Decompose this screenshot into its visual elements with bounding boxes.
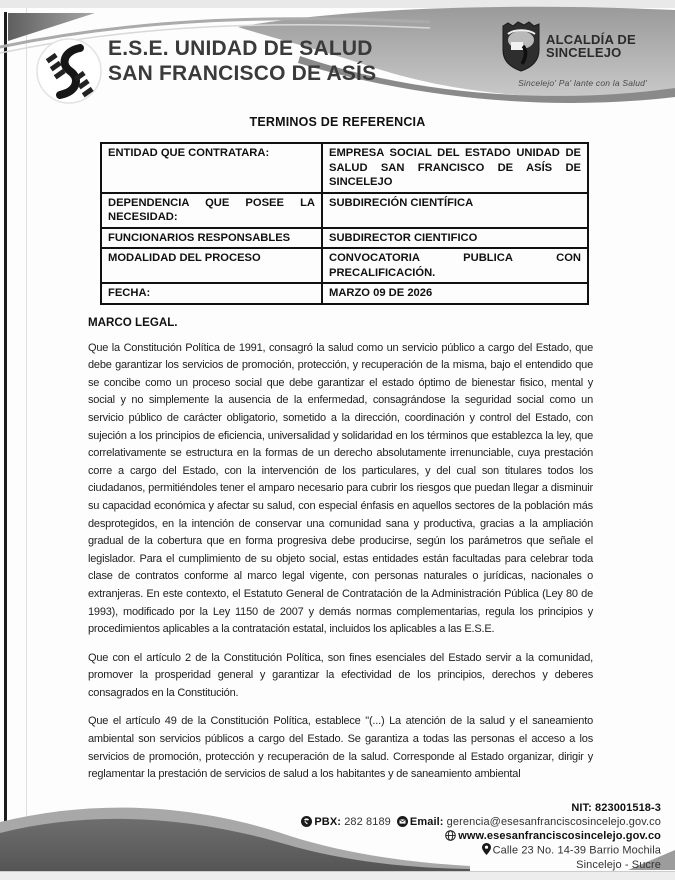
table-label: FECHA: (101, 283, 322, 304)
footer-contact-block (241, 801, 661, 872)
email-label: Email: (409, 816, 444, 828)
org-logo (36, 38, 102, 104)
table-row (101, 283, 588, 304)
footer-address-line (241, 843, 661, 858)
alcaldia-tagline: Sincelejo' Pa' lante con la Salud' (518, 78, 647, 88)
table-row (101, 193, 588, 228)
footer-nit: NIT: 823001518-3 (571, 802, 661, 814)
footer-website-line (241, 829, 661, 843)
table-row (101, 248, 588, 283)
table-value: CONVOCATORIA PUBLICA CON PRECALIFICACIÓN. (322, 248, 588, 283)
location-pin-icon (482, 843, 491, 855)
scan-edge-left-line (4, 12, 7, 880)
table-value: SUBDIRECTOR CIENTIFICO (322, 228, 588, 249)
alcaldia-shield-icon (500, 20, 542, 72)
email-value: gerencia@esesanfranciscosincelejo.gov.co (443, 816, 661, 828)
table-value: SUBDIRECIÓN CIENTÍFICA (322, 193, 588, 228)
table-value: EMPRESA SOCIAL DEL ESTADO UNIDAD DE SALUD SAN FRANCISCO DE ASÍS DE SINCELEJO (322, 143, 588, 193)
globe-icon (445, 830, 456, 841)
footer-city-line: Sincelejo - Sucre (576, 858, 661, 871)
table-row (101, 228, 588, 249)
body-paragraph: Que el artículo 49 de la Constitución Política, establece "(...) La atención de la salud y el saneamiento ambiental son servicios públicos a cargo del Estado. Se garantiza a todas las personas el acceso a los servicios de promoción, protección y recuperación de la salud. Corresponde al Estado organizar, dirigir y reglamentar la prestación de servicios de salud a los habitantes y de saneamiento ambiental (88, 715, 593, 781)
section-heading: MARCO LEGAL. (88, 316, 178, 329)
address-value: Calle 23 No. 14-39 Barrio Mochila (492, 844, 661, 857)
org-name-line2: SAN FRANCISCO DE ASÍS (108, 62, 377, 85)
alcaldia-badge-line2: SINCELEJO (546, 45, 622, 60)
pbx-value: 282 8189 (341, 816, 391, 828)
terms-table (100, 142, 589, 305)
alcaldia-badge-text (546, 33, 636, 60)
org-name (108, 36, 488, 86)
document-title: TERMINOS DE REFERENCIA (249, 115, 426, 129)
org-logo-icon (36, 38, 102, 104)
table-row (101, 143, 588, 193)
phone-icon (301, 816, 312, 827)
body-paragraph: Que la Constitución Política de 1991, consagró la salud como un servicio público a cargo del Estado, que debe garantizar los servicios de promoción, protección, y recuperación de la misma, bajo el entendido que se concibe como un proceso social que debe garantizar el estado óptimo de bienestar fisico, mental y social y no simplemente la ausencia de la enfermedad, consagrándose la seguridad social como un servicio público de carácter obligatorio, sometido a la dirección, coordinación y control del Estado, con sujeción a los principios de eficiencia, universalidad y solidaridad en los términos que establezca la ley, que correlativamente se estructura en la formas de un derecho absolutamente irrenunciable, cuya prestación corre a cargo del Estado, con la intervención de los particulares, y del cual son titulares todos los ciudadanos, permitiéndoles tener el amparo necesario para cubrir los riesgos que puedan llegar a disminuir su capacidad económica y afectar su salud, con especial énfasis en aquellos sectores de la población más desprotegidos, en la intención de conservar una comunidad sana y productiva, gracias a la ampliación gradual de la cobertura que en forma progresiva debe producirse, según los parámetros que señale el legislador. Para el cumplimiento de su objeto social, estas entidades están facultadas para celebrar toda clase de contratos conforme al marco legal vigente, con personas naturales o jurídicas, nacionales o extranjeras. En este contexto, el Estatuto General de Contratación de la Administración Pública (Ley 80 de 1993), modificado por la Ley 1150 de 2007 y demás normas complementarias, regula los principios y procedimientos aplicables a la contratación estatal, incluidos los aplicables a las E.S.E. (88, 341, 593, 636)
alcaldia-badge (500, 20, 665, 88)
document-body (88, 314, 593, 784)
scan-edge-left-faint-line (26, 8, 27, 872)
org-name-line1: E.S.E. UNIDAD DE SALUD (108, 37, 373, 60)
table-label: DEPENDENCIA QUE POSEE LA NECESIDAD: (101, 193, 322, 228)
table-label: MODALIDAD DEL PROCESO (101, 248, 322, 283)
footer-phone-email-line (241, 815, 661, 829)
table-label: ENTIDAD QUE CONTRATARA: (101, 143, 322, 193)
body-paragraph: Que con el artículo 2 de la Constitución Política, son fines esenciales del Estado servir a la comunidad, promover la prosperidad general y garantizar la efectividad de los principios, derechos y deberes consagrados en la Constitución. (88, 651, 593, 699)
pbx-label: PBX: (314, 816, 342, 828)
table-label: FUNCIONARIOS RESPONSABLES (101, 228, 322, 249)
table-value: MARZO 09 DE 2026 (322, 283, 588, 304)
website-value: www.esesanfranciscosincelejo.gov.co (458, 830, 661, 842)
alcaldia-badge-line1: ALCALDÍA DE (546, 31, 636, 47)
email-icon (397, 816, 408, 827)
